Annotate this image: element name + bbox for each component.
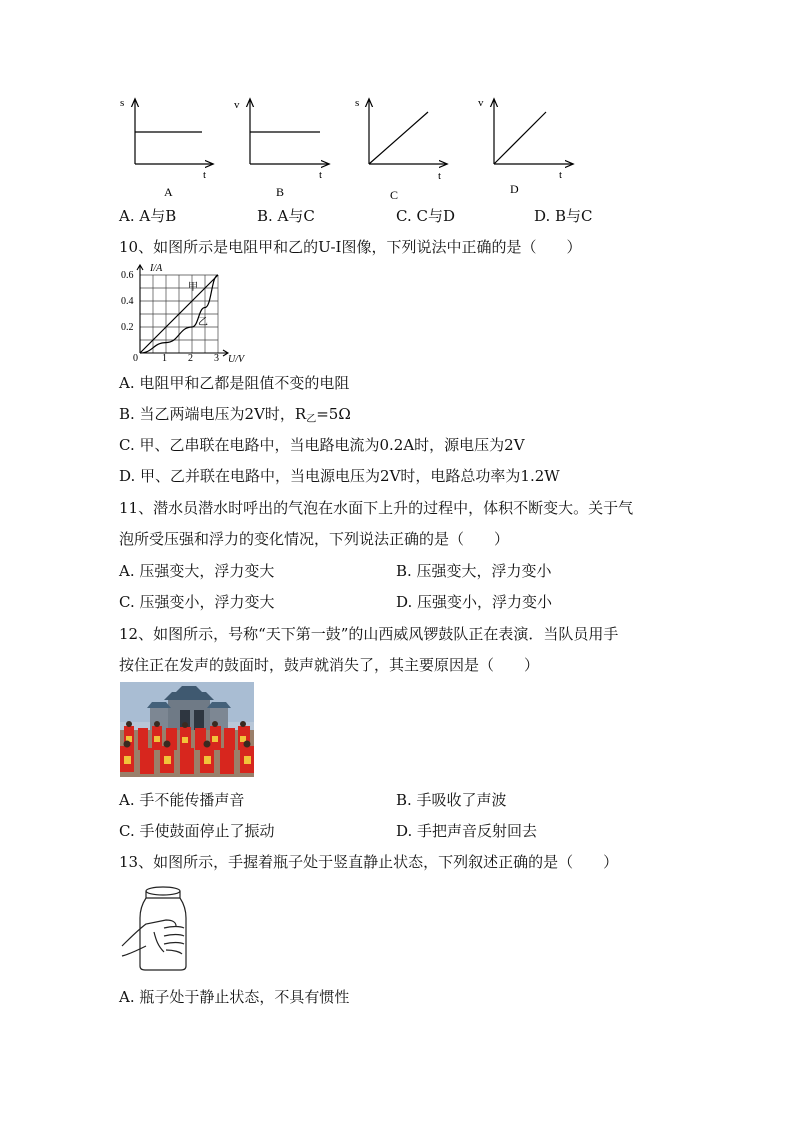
q9-option-c: C. C与D [396,207,455,225]
q10-option-b-pre: B. 当乙两端电压为2V时，R [119,405,307,423]
graph-a-x-label: t [203,169,207,181]
q13-stem: 13、如图所示，手握着瓶子处于竖直静止状态，下列叙述正确的是（ ） [119,853,619,871]
ui-origin-label: 0 [133,353,138,364]
q11-option-c: C. 压强变小，浮力变大 [119,593,275,611]
ui-y-tick-04: 0.4 [121,296,134,307]
q11-stem-line1: 11、潜水员潜水时呼出的气泡在水面下上升的过程中，体积不断变大。关于气 [119,499,634,517]
graph-b-x-label: t [319,169,323,181]
ui-y-tick-02: 0.2 [121,322,134,333]
q11-option-d: D. 压强变小，浮力变小 [396,593,553,611]
graph-c-y-label: s [355,97,360,109]
graph-a-letter: A [164,185,173,199]
graph-b-y-label: v [234,99,240,111]
q9-option-a: A. A与B [119,207,177,225]
ui-graph [118,260,250,368]
q12-option-a: A. 手不能传播声音 [119,791,245,809]
q10-option-b-post: =5Ω [316,405,351,423]
ui-y-tick-06: 0.6 [121,270,134,281]
q10-option-d: D. 甲、乙并联在电路中，当电源电压为2V时，电路总功率为1.2W [119,467,560,485]
motion-graphs [110,92,580,204]
q12-option-d: D. 手把声音反射回去 [396,822,538,840]
ui-x-axis-label: U/V [228,354,245,365]
graph-c-x-label: t [438,170,442,182]
graph-d-x-label: t [559,169,563,181]
q10-option-b [119,404,351,430]
graph-d [478,97,572,196]
q11-option-b: B. 压强变大，浮力变小 [396,562,552,580]
graph-b [234,99,328,199]
ui-y-axis-label: I/A [150,263,163,274]
q12-option-b: B. 手吸收了声波 [396,791,507,809]
q9-option-b: B. A与C [257,207,315,225]
graph-d-y-label: v [478,97,484,109]
q10-option-a: A. 电阻甲和乙都是阻值不变的电阻 [119,374,350,392]
graph-a [120,97,212,199]
graph-b-letter: B [276,185,285,199]
q13-option-a: A. 瓶子处于静止状态，不具有惯性 [119,988,350,1006]
hand-holding-bottle-illustration [118,884,198,974]
graph-c [355,97,446,202]
q12-stem-line1: 12、如图所示，号称“天下第一鼓”的山西威风锣鼓队正在表演．当队员用手 [119,625,619,643]
graph-a-y-label: s [120,97,125,109]
q10-option-c: C. 甲、乙串联在电路中，当电路电流为0.2A时，源电压为2V [119,436,525,454]
q11-option-a: A. 压强变大，浮力变大 [119,562,275,580]
drum-performance-photo [120,682,254,777]
ui-x-tick-1: 1 [162,353,167,364]
q9-option-d: D. B与C [534,207,593,225]
q12-option-c: C. 手使鼓面停止了振动 [119,822,275,840]
ui-x-tick-2: 2 [188,353,193,364]
q12-stem-line2: 按住正在发声的鼓面时，鼓声就消失了，其主要原因是（ ） [119,656,540,674]
graph-c-letter: C [390,188,399,202]
q10-option-b-sub: 乙 [306,414,317,425]
q10-stem: 10、如图所示是电阻甲和乙的U-I图像，下列说法中正确的是（ ） [119,238,582,256]
graph-d-letter: D [510,182,519,196]
q11-stem-line2: 泡所受压强和浮力的变化情况，下列说法正确的是（ ） [119,530,510,548]
ui-x-tick-3: 3 [214,353,219,364]
ui-curve-label-jia: 甲 [188,282,198,293]
ui-curve-label-yi: 乙 [198,317,208,328]
